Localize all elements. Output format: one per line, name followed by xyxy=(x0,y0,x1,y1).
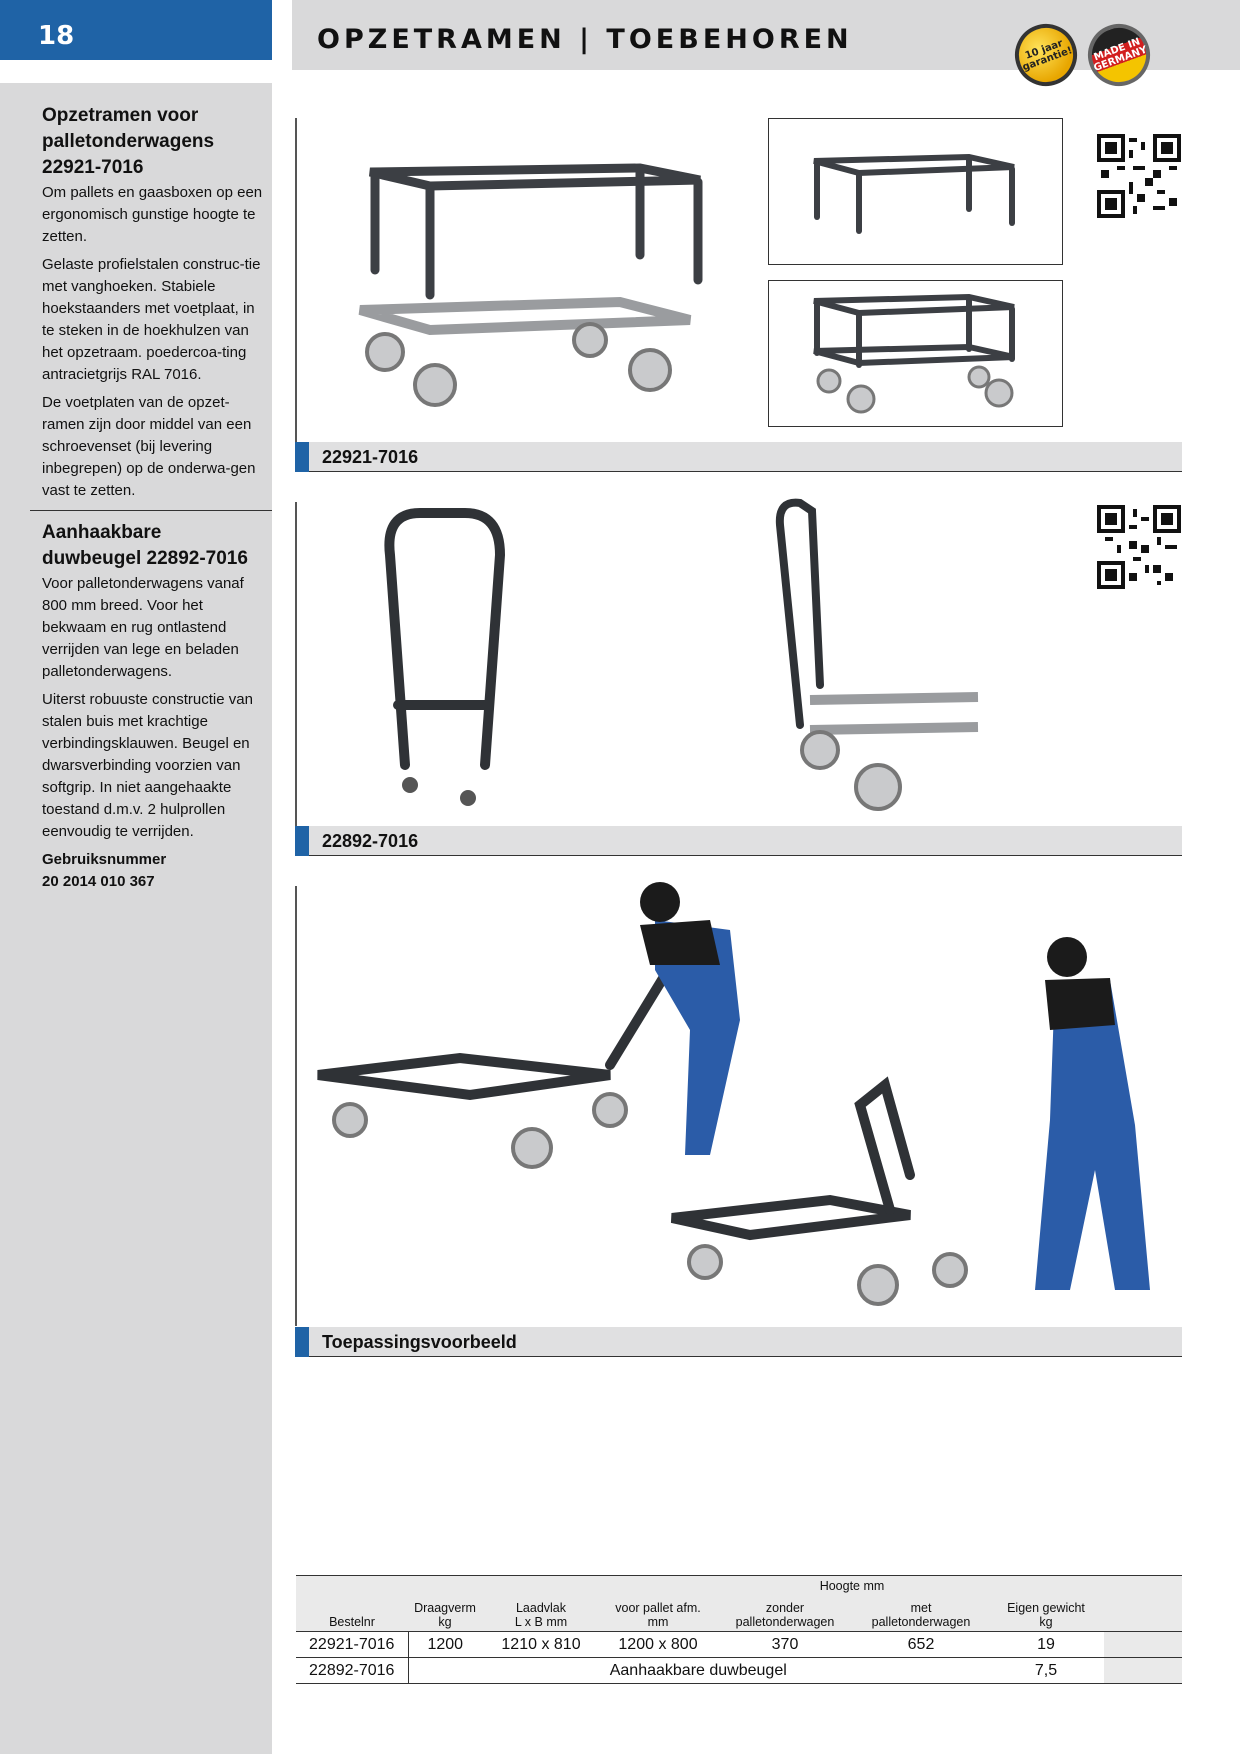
cell-pallet: 1200 x 800 xyxy=(600,1632,716,1658)
col-header-gewicht: Eigen gewicht kg xyxy=(988,1596,1104,1632)
qr-code-icon[interactable] xyxy=(1097,134,1181,218)
table-row xyxy=(296,1632,1182,1658)
table-row xyxy=(296,1658,1182,1684)
col-header-zonder: zonder palletonderwagen xyxy=(716,1596,854,1632)
photo-block-opzetraam xyxy=(295,118,297,442)
usage-label: Gebruiksnummer xyxy=(42,851,167,868)
cell-met: 652 xyxy=(854,1632,988,1658)
section-paragraph: Gelaste profielstalen construc-tie met vanghoeken. Stabiele hoekstaanders met voetplaat, in te steken in de hoekhulzen van het opzetraam. poedercoa-ting antracietgrijs RAL 7016. xyxy=(42,256,261,383)
section-title: Opzetramen voor palletonderwagens 22921-7016 xyxy=(42,105,215,178)
sidebar-section-duwbeugel xyxy=(42,520,264,893)
section-title: Aanhaakbare duwbeugel 22892-7016 xyxy=(42,522,248,569)
qr-code-icon[interactable] xyxy=(1097,505,1181,589)
section-paragraph: Voor palletonderwagens vanaf 800 mm breed. Voor het bekwaam en rug ontlastend verrijden van lege en beladen palletonderwagens. xyxy=(42,575,244,680)
cell-gewicht: 7,5 xyxy=(988,1658,1104,1684)
col-header-draagverm: Draagverm kg xyxy=(408,1596,482,1632)
photo-block-toepassing xyxy=(295,886,297,1326)
col-header-laadvlak: Laadvlak L x B mm xyxy=(482,1596,600,1632)
cell-description: Aanhaakbare duwbeugel xyxy=(408,1658,988,1684)
caption-toepassing: Toepassingsvoorbeeld xyxy=(295,1327,1182,1357)
cell-bestelnr: 22892-7016 xyxy=(296,1658,408,1684)
made-in-germany-badge-icon: MADE IN GERMANY xyxy=(1079,15,1158,94)
opzetraam-thumb-1 xyxy=(768,118,1063,265)
caption-22892: 22892-7016 xyxy=(295,826,1182,856)
col-header-bestelnr: Bestelnr xyxy=(296,1596,408,1632)
col-header-pallet: voor pallet afm. mm xyxy=(600,1596,716,1632)
caption-22921: 22921-7016 xyxy=(295,442,1182,472)
sidebar-section-opzetramen xyxy=(42,103,264,502)
page-number: 18 xyxy=(0,0,272,60)
duwbeugel-attached-image xyxy=(720,485,980,825)
photo-block-duwbeugel xyxy=(295,502,297,826)
usage-number: 20 2014 010 367 xyxy=(42,873,155,890)
section-paragraph: Om pallets en gaasboxen op een ergonomisch gunstige hoogte te zetten. xyxy=(42,184,263,245)
page-title: OPZETRAMEN | TOEBEHOREN xyxy=(317,24,853,55)
hoogte-group-header: Hoogte mm xyxy=(716,1576,988,1596)
col-header-met: met palletonderwagen xyxy=(854,1596,988,1632)
opzetraam-main-image xyxy=(320,130,720,430)
section-paragraph: De voetplaten van de opzet-ramen zijn door middel van een schroevenset (bij levering inbegrepen) op de onderwa-gen vast te zetten. xyxy=(42,394,256,499)
section-divider xyxy=(30,510,272,511)
spec-table xyxy=(296,1575,1182,1684)
section-paragraph: Uiterst robuuste constructie van stalen buis met krachtige verbindingsklauwen. Beugel en dwarsverbinding voorzien van softgrip. In niet aangehaakte toestand d.m.v. 2 hulprollen eenvoudig te verrijden. xyxy=(42,691,253,840)
cell-bestelnr: 22921-7016 xyxy=(296,1632,408,1658)
duwbeugel-image xyxy=(360,495,530,815)
cell-zonder: 370 xyxy=(716,1632,854,1658)
cell-gewicht: 19 xyxy=(988,1632,1104,1658)
cell-draagverm: 1200 xyxy=(408,1632,482,1658)
toepassingsvoorbeeld-image xyxy=(310,870,1170,1325)
guarantee-badge-icon: 10 jaar garantie! xyxy=(1006,15,1085,94)
opzetraam-thumb-2 xyxy=(768,280,1063,427)
cell-laadvlak: 1210 x 810 xyxy=(482,1632,600,1658)
